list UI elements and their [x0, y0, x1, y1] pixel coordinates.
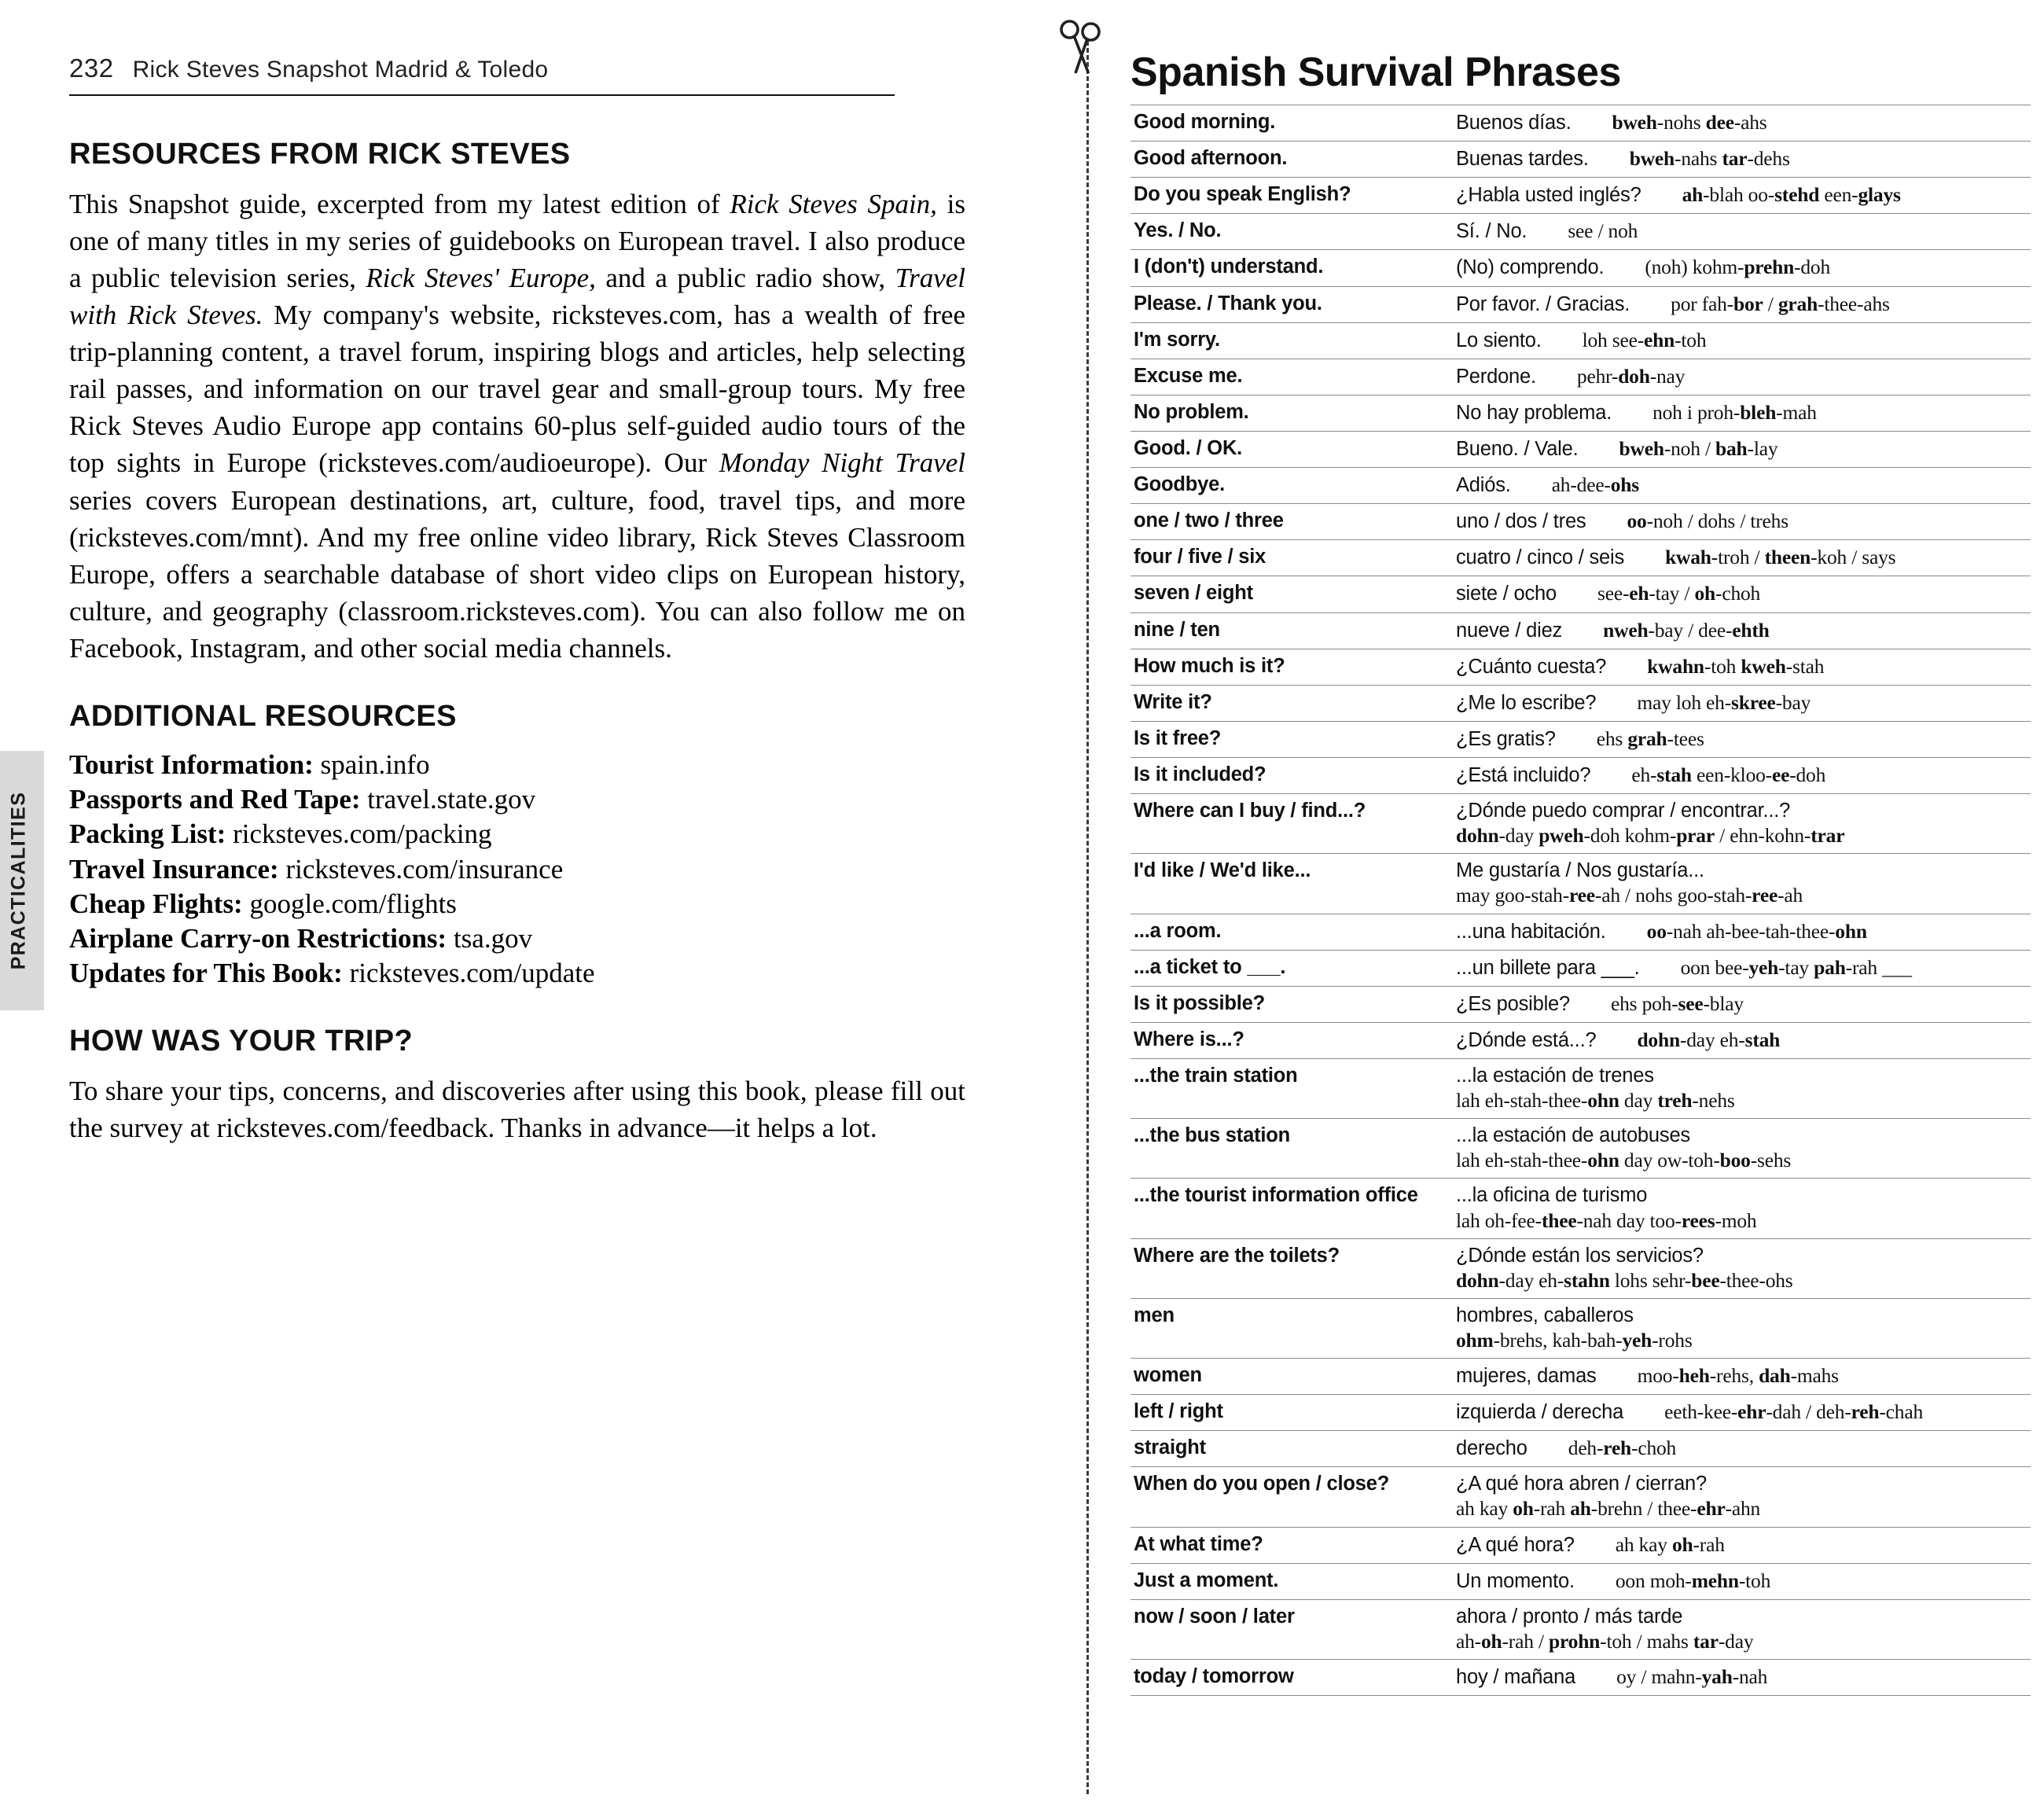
spanish-text: No hay problema.	[1456, 401, 1612, 424]
pronunciation-text: bweh-nahs tar-dehs	[1629, 147, 1790, 171]
pronunciation-text: kwah-troh / theen-koh / says	[1665, 546, 1896, 569]
phrase-spanish	[1453, 685, 2031, 721]
pronunciation-text: ehs poh-see-blay	[1611, 991, 1744, 1015]
pronunciation-text: may loh eh-skree-bay	[1637, 690, 1811, 714]
pronunciation-text: loh see-ehn-toh	[1582, 328, 1707, 351]
spanish-text: ¿A qué hora?	[1456, 1533, 1575, 1556]
table-row	[1130, 1431, 2031, 1467]
table-row	[1130, 757, 2031, 793]
pronunciation-text: bweh-noh / bah-lay	[1619, 436, 1778, 460]
spanish-text: izquierda / derecha	[1456, 1401, 1624, 1424]
spanish-text: Buenos días.	[1456, 112, 1572, 134]
phrase-english: When do you open / close?	[1130, 1467, 1453, 1527]
pronunciation-text: oy / mahn-yah-nah	[1616, 1665, 1768, 1689]
phrase-spanish	[1453, 612, 2031, 649]
pronunciation-text: dohn-day eh-stahn lohs sehr-bee-thee-ohs	[1456, 1268, 1793, 1292]
table-row	[1130, 1467, 2031, 1527]
spanish-text: ¿Habla usted inglés?	[1456, 184, 1641, 207]
list-item	[69, 748, 965, 782]
spanish-text: uno / dos / tres	[1456, 510, 1586, 533]
phrase-english: ...a room.	[1130, 914, 1453, 950]
phrase-english: Excuse me.	[1130, 359, 1453, 395]
spanish-text: hoy / mañana	[1456, 1666, 1576, 1689]
pronunciation-text: ohm-brehs, kah-bah-yeh-rohs	[1456, 1328, 1693, 1352]
resource-label: Packing List:	[69, 818, 226, 850]
spanish-text: ¿Dónde está...?	[1456, 1028, 1597, 1051]
table-row	[1130, 1238, 2031, 1298]
phrase-english: straight	[1130, 1431, 1453, 1467]
table-row	[1130, 142, 2031, 178]
pronunciation-text: oon moh-mehn-toh	[1615, 1569, 1771, 1592]
table-row	[1130, 1359, 2031, 1395]
phrase-spanish	[1453, 854, 2031, 914]
table-row	[1130, 1395, 2031, 1431]
phrase-spanish	[1453, 540, 2031, 576]
phrase-english: Goodbye.	[1130, 468, 1453, 504]
table-row	[1130, 950, 2031, 986]
cut-line-divider	[1086, 41, 1089, 1794]
table-row	[1130, 612, 2031, 649]
spanish-text: ...la estación de autobuses	[1456, 1124, 1690, 1147]
pronunciation-text: dohn-day pweh-doh kohm-prar / ehn-kohn-trar	[1456, 824, 1845, 848]
table-row	[1130, 178, 2031, 214]
phrase-english: ...a ticket to ___.	[1130, 950, 1453, 986]
phrase-spanish	[1453, 914, 2031, 950]
phrase-spanish	[1453, 1527, 2031, 1563]
table-row	[1130, 431, 2031, 467]
phrase-spanish	[1453, 504, 2031, 540]
pronunciation-text: ah-oh-rah / prohn-toh / mahs tar-day	[1456, 1629, 1754, 1653]
left-page	[0, 0, 1014, 1817]
phrase-english: nine / ten	[1130, 612, 1453, 649]
spanish-text: Buenas tardes.	[1456, 148, 1589, 171]
list-item	[69, 887, 965, 921]
spanish-text: ¿Está incluido?	[1456, 763, 1591, 786]
table-row	[1130, 540, 2031, 576]
spanish-survival-phrases-table	[1130, 105, 2031, 1696]
spanish-text: ¿Es posible?	[1456, 992, 1571, 1015]
pronunciation-text: pehr-doh-nay	[1576, 364, 1686, 388]
table-row	[1130, 105, 2031, 142]
phrase-spanish	[1453, 142, 2031, 178]
phrase-spanish	[1453, 1119, 2031, 1179]
pronunciation-text: lah eh-stah-thee-ohn day treh-nehs	[1456, 1089, 1735, 1113]
phrase-english: Is it included?	[1130, 757, 1453, 793]
phrase-english: women	[1130, 1359, 1453, 1395]
spanish-text: (No) comprendo.	[1456, 256, 1605, 279]
pronunciation-text: nweh-bay / dee-ehth	[1603, 618, 1770, 642]
spanish-text: Por favor. / Gracias.	[1456, 292, 1630, 315]
phrase-spanish	[1453, 1179, 2031, 1238]
phrase-spanish	[1453, 250, 2031, 286]
pronunciation-text: lah oh-fee-thee-nah day too-rees-moh	[1456, 1208, 1757, 1232]
table-row	[1130, 286, 2031, 322]
spanish-text: hombres, caballeros	[1456, 1304, 1634, 1326]
table-row	[1130, 504, 2031, 540]
resource-value: ricksteves.com/packing	[233, 818, 492, 850]
section-heading-additional-resources: ADDITIONAL RESOURCES	[69, 699, 457, 733]
table-row	[1130, 1119, 2031, 1179]
table-row	[1130, 214, 2031, 250]
spanish-text: Me gustaría / Nos gustaría...	[1456, 859, 1704, 882]
pronunciation-text: ah-blah oo-stehd een-glays	[1682, 183, 1901, 207]
table-row	[1130, 576, 2031, 612]
spanish-text: mujeres, damas	[1456, 1365, 1597, 1388]
phrase-english: Do you speak English?	[1130, 178, 1453, 214]
phrase-english: Where are the toilets?	[1130, 1238, 1453, 1298]
phrase-english: men	[1130, 1298, 1453, 1358]
table-row	[1130, 1599, 2031, 1659]
side-tab-label: PRACTICALITIES	[7, 791, 30, 970]
table-row	[1130, 685, 2031, 721]
left-page-content	[69, 138, 965, 1146]
phrase-english: How much is it?	[1130, 649, 1453, 685]
spanish-text: ...un billete para ___.	[1456, 956, 1640, 979]
table-row	[1130, 1179, 2031, 1238]
pronunciation-text: see / noh	[1568, 219, 1638, 243]
table-row	[1130, 914, 2031, 950]
spanish-text: ...la estación de trenes	[1456, 1064, 1654, 1087]
table-row	[1130, 854, 2031, 914]
resource-value: ricksteves.com/insurance	[285, 853, 564, 885]
spanish-text: ¿A qué hora abren / cierran?	[1456, 1473, 1708, 1495]
pronunciation-text: (noh) kohm-prehn-doh	[1645, 256, 1831, 279]
table-row	[1130, 1660, 2031, 1696]
pronunciation-text: ehs grah-tees	[1596, 726, 1704, 750]
phrase-spanish	[1453, 721, 2031, 757]
list-item	[69, 782, 965, 817]
phrase-english: Just a moment.	[1130, 1563, 1453, 1599]
pronunciation-text: ah kay oh-rah	[1615, 1532, 1725, 1556]
phrase-english: four / five / six	[1130, 540, 1453, 576]
resource-value: spain.info	[320, 749, 430, 780]
spanish-text: Adiós.	[1456, 474, 1511, 497]
pronunciation-text: eh-stah een-kloo-ee-doh	[1631, 763, 1826, 786]
phrase-spanish	[1453, 1660, 2031, 1696]
spanish-text: cuatro / cinco / seis	[1456, 546, 1625, 569]
section-body-how-was-your-trip: To share your tips, concerns, and discoveries after using this book, please fill out the survey at ricksteves.com/feedback. Thanks in advance—it helps a lot.	[69, 1075, 965, 1143]
phrase-spanish	[1453, 1599, 2031, 1659]
pronunciation-text: kwahn-toh kweh-stah	[1647, 654, 1825, 678]
pronunciation-text: eeth-kee-ehr-dah / deh-reh-chah	[1664, 1400, 1924, 1424]
phrase-spanish	[1453, 1022, 2031, 1058]
phrase-english: No problem.	[1130, 395, 1453, 431]
phrase-english: Good morning.	[1130, 105, 1453, 142]
table-row	[1130, 1563, 2031, 1599]
table-row	[1130, 322, 2031, 359]
resource-value: ricksteves.com/update	[349, 958, 595, 989]
phrase-spanish	[1453, 214, 2031, 250]
page-number: 232	[69, 53, 114, 83]
table-row	[1130, 1022, 2031, 1058]
phrase-english: I'd like / We'd like...	[1130, 854, 1453, 914]
phrase-spanish	[1453, 1359, 2031, 1395]
resource-label: Airplane Carry-on Restrictions:	[69, 923, 447, 954]
spanish-text: ¿Me lo escribe?	[1456, 691, 1597, 714]
pronunciation-text: oo-nah ah-bee-tah-thee-ohn	[1646, 919, 1867, 943]
pronunciation-text: ah-dee-ohs	[1551, 473, 1639, 497]
resource-value: tsa.gov	[453, 923, 533, 954]
spanish-text: ahora / pronto / más tarde	[1456, 1605, 1683, 1628]
phrase-english: Is it possible?	[1130, 986, 1453, 1022]
right-page	[1116, 0, 2044, 1817]
pronunciation-text: oo-noh / dohs / trehs	[1627, 509, 1788, 533]
table-row	[1130, 1527, 2031, 1563]
phrase-english: one / two / three	[1130, 504, 1453, 540]
list-item	[69, 852, 965, 887]
phrase-spanish	[1453, 1395, 2031, 1431]
spanish-text: nueve / diez	[1456, 619, 1563, 642]
running-head-title: Rick Steves Snapshot Madrid & Toledo	[132, 57, 549, 83]
phrase-english: left / right	[1130, 1395, 1453, 1431]
spanish-text: Perdone.	[1456, 365, 1536, 388]
pronunciation-text: por fah-bor / grah-thee-ahs	[1671, 292, 1890, 315]
scissors-icon	[1050, 14, 1120, 85]
phrase-spanish	[1453, 322, 2031, 359]
page-title: Spanish Survival Phrases	[1130, 50, 1621, 95]
section-body-resources: This Snapshot guide, excerpted from my latest edition of Rick Steves Spain, is one of many titles in my series of guidebooks on European travel. I also produce a public television series, Rick Steves' Europe, and a public radio show, Travel with Rick Steves. My company's website, ricksteves.com, has a wealth of free trip-planning content, a travel forum, inspiring blogs and articles, help selecting rail passes, and information on our travel gear and small-group tours. My free Rick Steves Audio Europe app contains 60-plus self-guided audio tours of the top sights in Europe (ricksteves.com/audioeurope). Our Monday Night Travel series covers European destinations, art, culture, food, travel tips, and more (ricksteves.com/mnt). And my free online video library, Rick Steves Classroom Europe, offers a searchable database of short video clips on European history, culture, and geography (classroom.ricksteves.com). You can also follow me on Facebook, Instagram, and other social media channels.	[69, 189, 966, 664]
phrase-spanish	[1453, 649, 2031, 685]
spanish-text: ¿Dónde puedo comprar / encontrar...?	[1456, 800, 1791, 822]
phrase-spanish	[1453, 395, 2031, 431]
list-item	[69, 817, 965, 851]
phrase-english: I'm sorry.	[1130, 322, 1453, 359]
pronunciation-text: deh-reh-choh	[1568, 1436, 1677, 1460]
phrase-english: today / tomorrow	[1130, 1660, 1453, 1696]
pronunciation-text: oon bee-yeh-tay pah-rah ___	[1680, 955, 1912, 979]
phrases-table-body	[1130, 105, 2031, 1696]
phrase-english: seven / eight	[1130, 576, 1453, 612]
table-row	[1130, 794, 2031, 854]
phrase-english: ...the tourist information office	[1130, 1179, 1453, 1238]
resource-value: travel.state.gov	[367, 784, 536, 815]
pronunciation-text: dohn-day eh-stah	[1637, 1028, 1781, 1051]
pronunciation-text: moo-heh-rehs, dah-mahs	[1637, 1364, 1839, 1388]
phrase-english: Good afternoon.	[1130, 142, 1453, 178]
phrase-english: Write it?	[1130, 685, 1453, 721]
spanish-text: siete / ocho	[1456, 583, 1557, 605]
table-row	[1130, 1298, 2031, 1358]
phrase-spanish	[1453, 431, 2031, 467]
pronunciation-text: may goo-stah-ree-ah / nohs goo-stah-ree-ah	[1456, 884, 1803, 907]
phrase-english: Good. / OK.	[1130, 431, 1453, 467]
phrase-spanish	[1453, 986, 2031, 1022]
phrase-english: Where can I buy / find...?	[1130, 794, 1453, 854]
spanish-text: Bueno. / Vale.	[1456, 437, 1579, 460]
phrase-spanish	[1453, 1467, 2031, 1527]
spanish-text: Lo siento.	[1456, 329, 1542, 351]
phrase-english: Please. / Thank you.	[1130, 286, 1453, 322]
page-header	[69, 53, 895, 96]
list-item	[69, 956, 965, 991]
spanish-text: ¿Dónde están los servicios?	[1456, 1244, 1704, 1267]
phrase-english: At what time?	[1130, 1527, 1453, 1563]
phrase-spanish	[1453, 359, 2031, 395]
phrase-spanish	[1453, 1431, 2031, 1467]
pronunciation-text: lah eh-stah-thee-ohn day ow-toh-boo-sehs	[1456, 1149, 1792, 1172]
phrase-english: ...the bus station	[1130, 1119, 1453, 1179]
phrase-spanish	[1453, 286, 2031, 322]
spanish-text: ¿Es gratis?	[1456, 727, 1556, 750]
spanish-text: Un momento.	[1456, 1569, 1575, 1592]
table-row	[1130, 250, 2031, 286]
pronunciation-text: ah kay oh-rah ah-brehn / thee-ehr-ahn	[1456, 1497, 1761, 1521]
table-row	[1130, 395, 2031, 431]
spanish-text: ...la oficina de turismo	[1456, 1184, 1648, 1207]
table-row	[1130, 1058, 2031, 1118]
pronunciation-text: noh i proh-bleh-mah	[1652, 400, 1817, 424]
phrase-spanish	[1453, 1058, 2031, 1118]
table-row	[1130, 721, 2031, 757]
phrase-english: now / soon / later	[1130, 1599, 1453, 1659]
list-item	[69, 921, 965, 956]
phrase-spanish	[1453, 576, 2031, 612]
resource-label: Tourist Information:	[69, 749, 314, 780]
spanish-text: Sí. / No.	[1456, 220, 1527, 243]
phrase-english: I (don't) understand.	[1130, 250, 1453, 286]
section-heading-how-was-your-trip: HOW WAS YOUR TRIP?	[69, 1024, 414, 1057]
table-row	[1130, 986, 2031, 1022]
phrase-spanish	[1453, 757, 2031, 793]
table-row	[1130, 649, 2031, 685]
spanish-text: derecho	[1456, 1437, 1527, 1460]
spanish-text: ¿Cuánto cuesta?	[1456, 655, 1607, 678]
phrase-english: ...the train station	[1130, 1058, 1453, 1118]
resource-label: Updates for This Book:	[69, 958, 343, 989]
resource-label: Passports and Red Tape:	[69, 784, 361, 815]
spanish-text: ...una habitación.	[1456, 920, 1606, 943]
resource-label: Cheap Flights:	[69, 888, 243, 919]
pronunciation-text: bweh-nohs dee-ahs	[1612, 111, 1767, 134]
phrase-spanish	[1453, 178, 2031, 214]
side-tab-practicalities	[0, 751, 44, 1010]
phrase-spanish	[1453, 1563, 2031, 1599]
resource-value: google.com/flights	[249, 888, 457, 919]
phrase-spanish	[1453, 950, 2031, 986]
pronunciation-text: see-eh-tay / oh-choh	[1597, 582, 1761, 605]
phrase-spanish	[1453, 794, 2031, 854]
phrase-spanish	[1453, 468, 2031, 504]
phrase-english: Where is...?	[1130, 1022, 1453, 1058]
resource-label: Travel Insurance:	[69, 853, 279, 885]
additional-resources-list	[69, 748, 965, 991]
phrase-english: Yes. / No.	[1130, 214, 1453, 250]
phrase-spanish	[1453, 1298, 2031, 1358]
phrase-spanish	[1453, 105, 2031, 142]
table-row	[1130, 468, 2031, 504]
phrase-spanish	[1453, 1238, 2031, 1298]
phrase-english: Is it free?	[1130, 721, 1453, 757]
section-heading-resources: RESOURCES FROM RICK STEVES	[69, 138, 571, 171]
table-row	[1130, 359, 2031, 395]
